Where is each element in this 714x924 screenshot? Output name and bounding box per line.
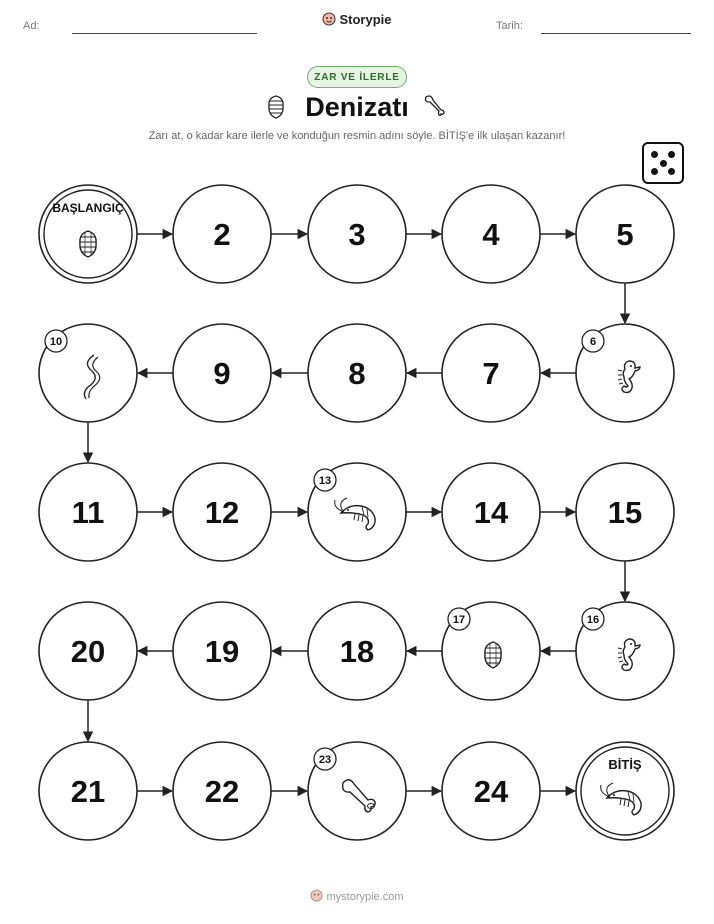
- board-cell-6[interactable]: [576, 324, 674, 422]
- cell-number: 23: [318, 754, 332, 766]
- board-cell-9[interactable]: [173, 324, 271, 422]
- cell-number: 21: [70, 774, 106, 809]
- cell-number: 10: [49, 336, 63, 348]
- brand-name: Storypie: [339, 12, 392, 27]
- board-cell-7[interactable]: [442, 324, 540, 422]
- board-cell-11[interactable]: [39, 463, 137, 561]
- cell-number: 19: [204, 634, 240, 669]
- board-cell-22[interactable]: [173, 742, 271, 840]
- game-type-badge: ZAR VE İLERLE: [307, 66, 407, 88]
- cell-number: 8: [348, 356, 366, 391]
- board-cell-12[interactable]: [173, 463, 271, 561]
- cell-number: 17: [452, 614, 466, 626]
- board-cell-16[interactable]: [576, 602, 674, 700]
- cell-number: 13: [318, 475, 332, 487]
- board-cell-1[interactable]: [39, 185, 137, 283]
- cell-number: 12: [204, 495, 240, 530]
- cell-number: 5: [616, 217, 634, 252]
- board-cell-14[interactable]: [442, 463, 540, 561]
- cell-number: 20: [70, 634, 106, 669]
- date-label: Tarih:: [496, 20, 523, 32]
- board-cell-3[interactable]: [308, 185, 406, 283]
- board-cell-13[interactable]: [308, 463, 406, 561]
- cell-number: 18: [339, 634, 375, 669]
- cell-number: 4: [482, 217, 500, 252]
- start-label: BAŞLANGIÇ: [52, 201, 124, 215]
- board-cell-24[interactable]: [442, 742, 540, 840]
- cell-number: 3: [348, 217, 366, 252]
- cell-number: 16: [586, 614, 600, 626]
- cell-number: 14: [473, 495, 509, 530]
- footer-url: mystorypie.com: [326, 891, 404, 903]
- page-title: Denizatı: [305, 92, 409, 122]
- cell-number: 15: [607, 495, 643, 530]
- board-cell-20[interactable]: [39, 602, 137, 700]
- cell-number: 11: [71, 495, 105, 530]
- board-cell-21[interactable]: [39, 742, 137, 840]
- board-cell-4[interactable]: [442, 185, 540, 283]
- cell-number: 2: [213, 217, 231, 252]
- board-cell-8[interactable]: [308, 324, 406, 422]
- board-cell-15[interactable]: [576, 463, 674, 561]
- storypie-logo-icon: [310, 889, 323, 902]
- footer: [0, 889, 714, 903]
- board-cell-18[interactable]: [308, 602, 406, 700]
- cell-number: 22: [204, 774, 240, 809]
- cell-number: 24: [473, 774, 509, 809]
- cell-number: 9: [213, 356, 231, 391]
- cell-number: 7: [482, 356, 500, 391]
- board-cell-25[interactable]: [576, 742, 674, 840]
- board-cell-23[interactable]: [308, 742, 406, 840]
- cell-number: 6: [589, 336, 597, 348]
- board-cell-2[interactable]: [173, 185, 271, 283]
- instructions: Zarı at, o kadar kare ilerle ve konduğun resmin adını söyle. BİTİŞ'e ilk ulaşan kazanır!: [148, 130, 566, 142]
- board-cell-5[interactable]: [576, 185, 674, 283]
- board-cell-17[interactable]: [442, 602, 540, 700]
- name-label: Ad:: [23, 20, 40, 32]
- board-cell-10[interactable]: [39, 324, 137, 422]
- finish-label: BİTİŞ: [608, 757, 642, 772]
- board-cell-19[interactable]: [173, 602, 271, 700]
